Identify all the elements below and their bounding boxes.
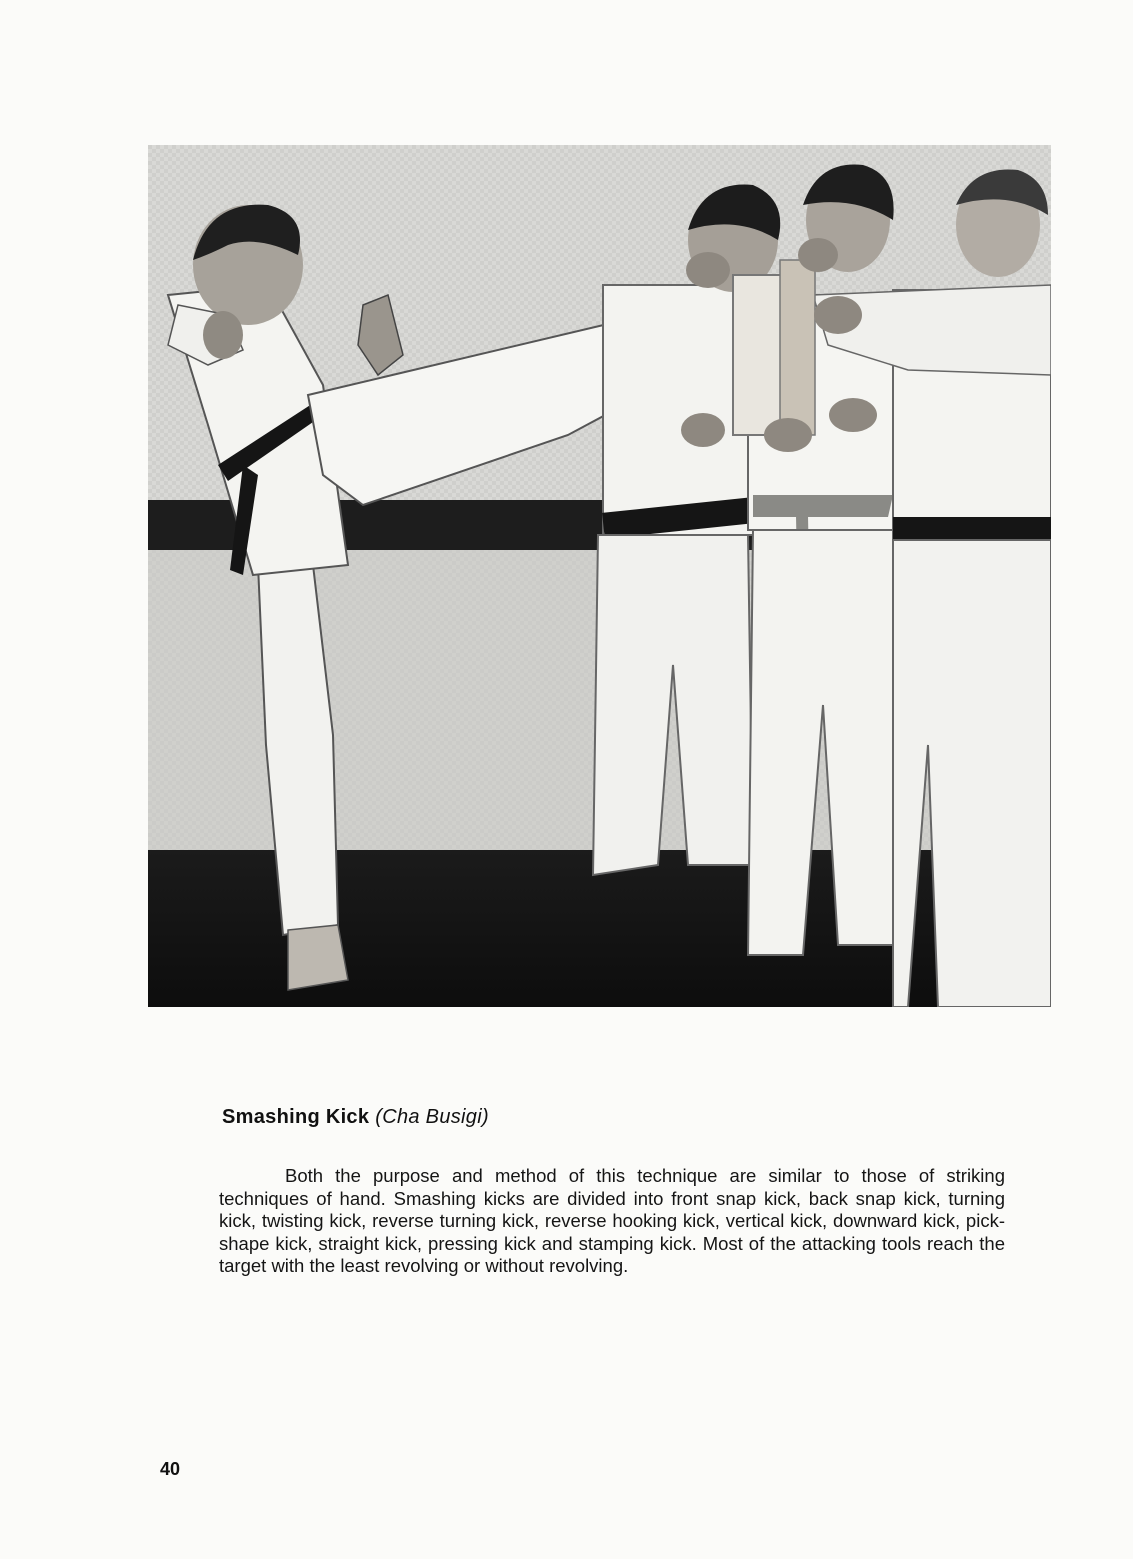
page-number: 40 bbox=[160, 1459, 181, 1479]
section-heading bbox=[222, 1106, 489, 1129]
heading-subtitle: (Cha Busigi) bbox=[375, 1106, 489, 1128]
heading-title: Smashing Kick bbox=[222, 1106, 370, 1128]
karate-kick-photo bbox=[148, 145, 1051, 1007]
body-paragraph: Both the purpose and method of this technique are similar to those of striking techniques of hand. Smashing kicks are divided into front snap kick, back snap kick, turning kick, twisting kick, reverse turning kick, reverse hooking kick, vertical kick, downward kick, pick-shape kick, straight kick, pressing kick and stamping kick. Most of the attacking tools reach the target with the least revolving or without revolving. bbox=[219, 1165, 1005, 1277]
karate-kick-photo-icon bbox=[148, 145, 1051, 1007]
